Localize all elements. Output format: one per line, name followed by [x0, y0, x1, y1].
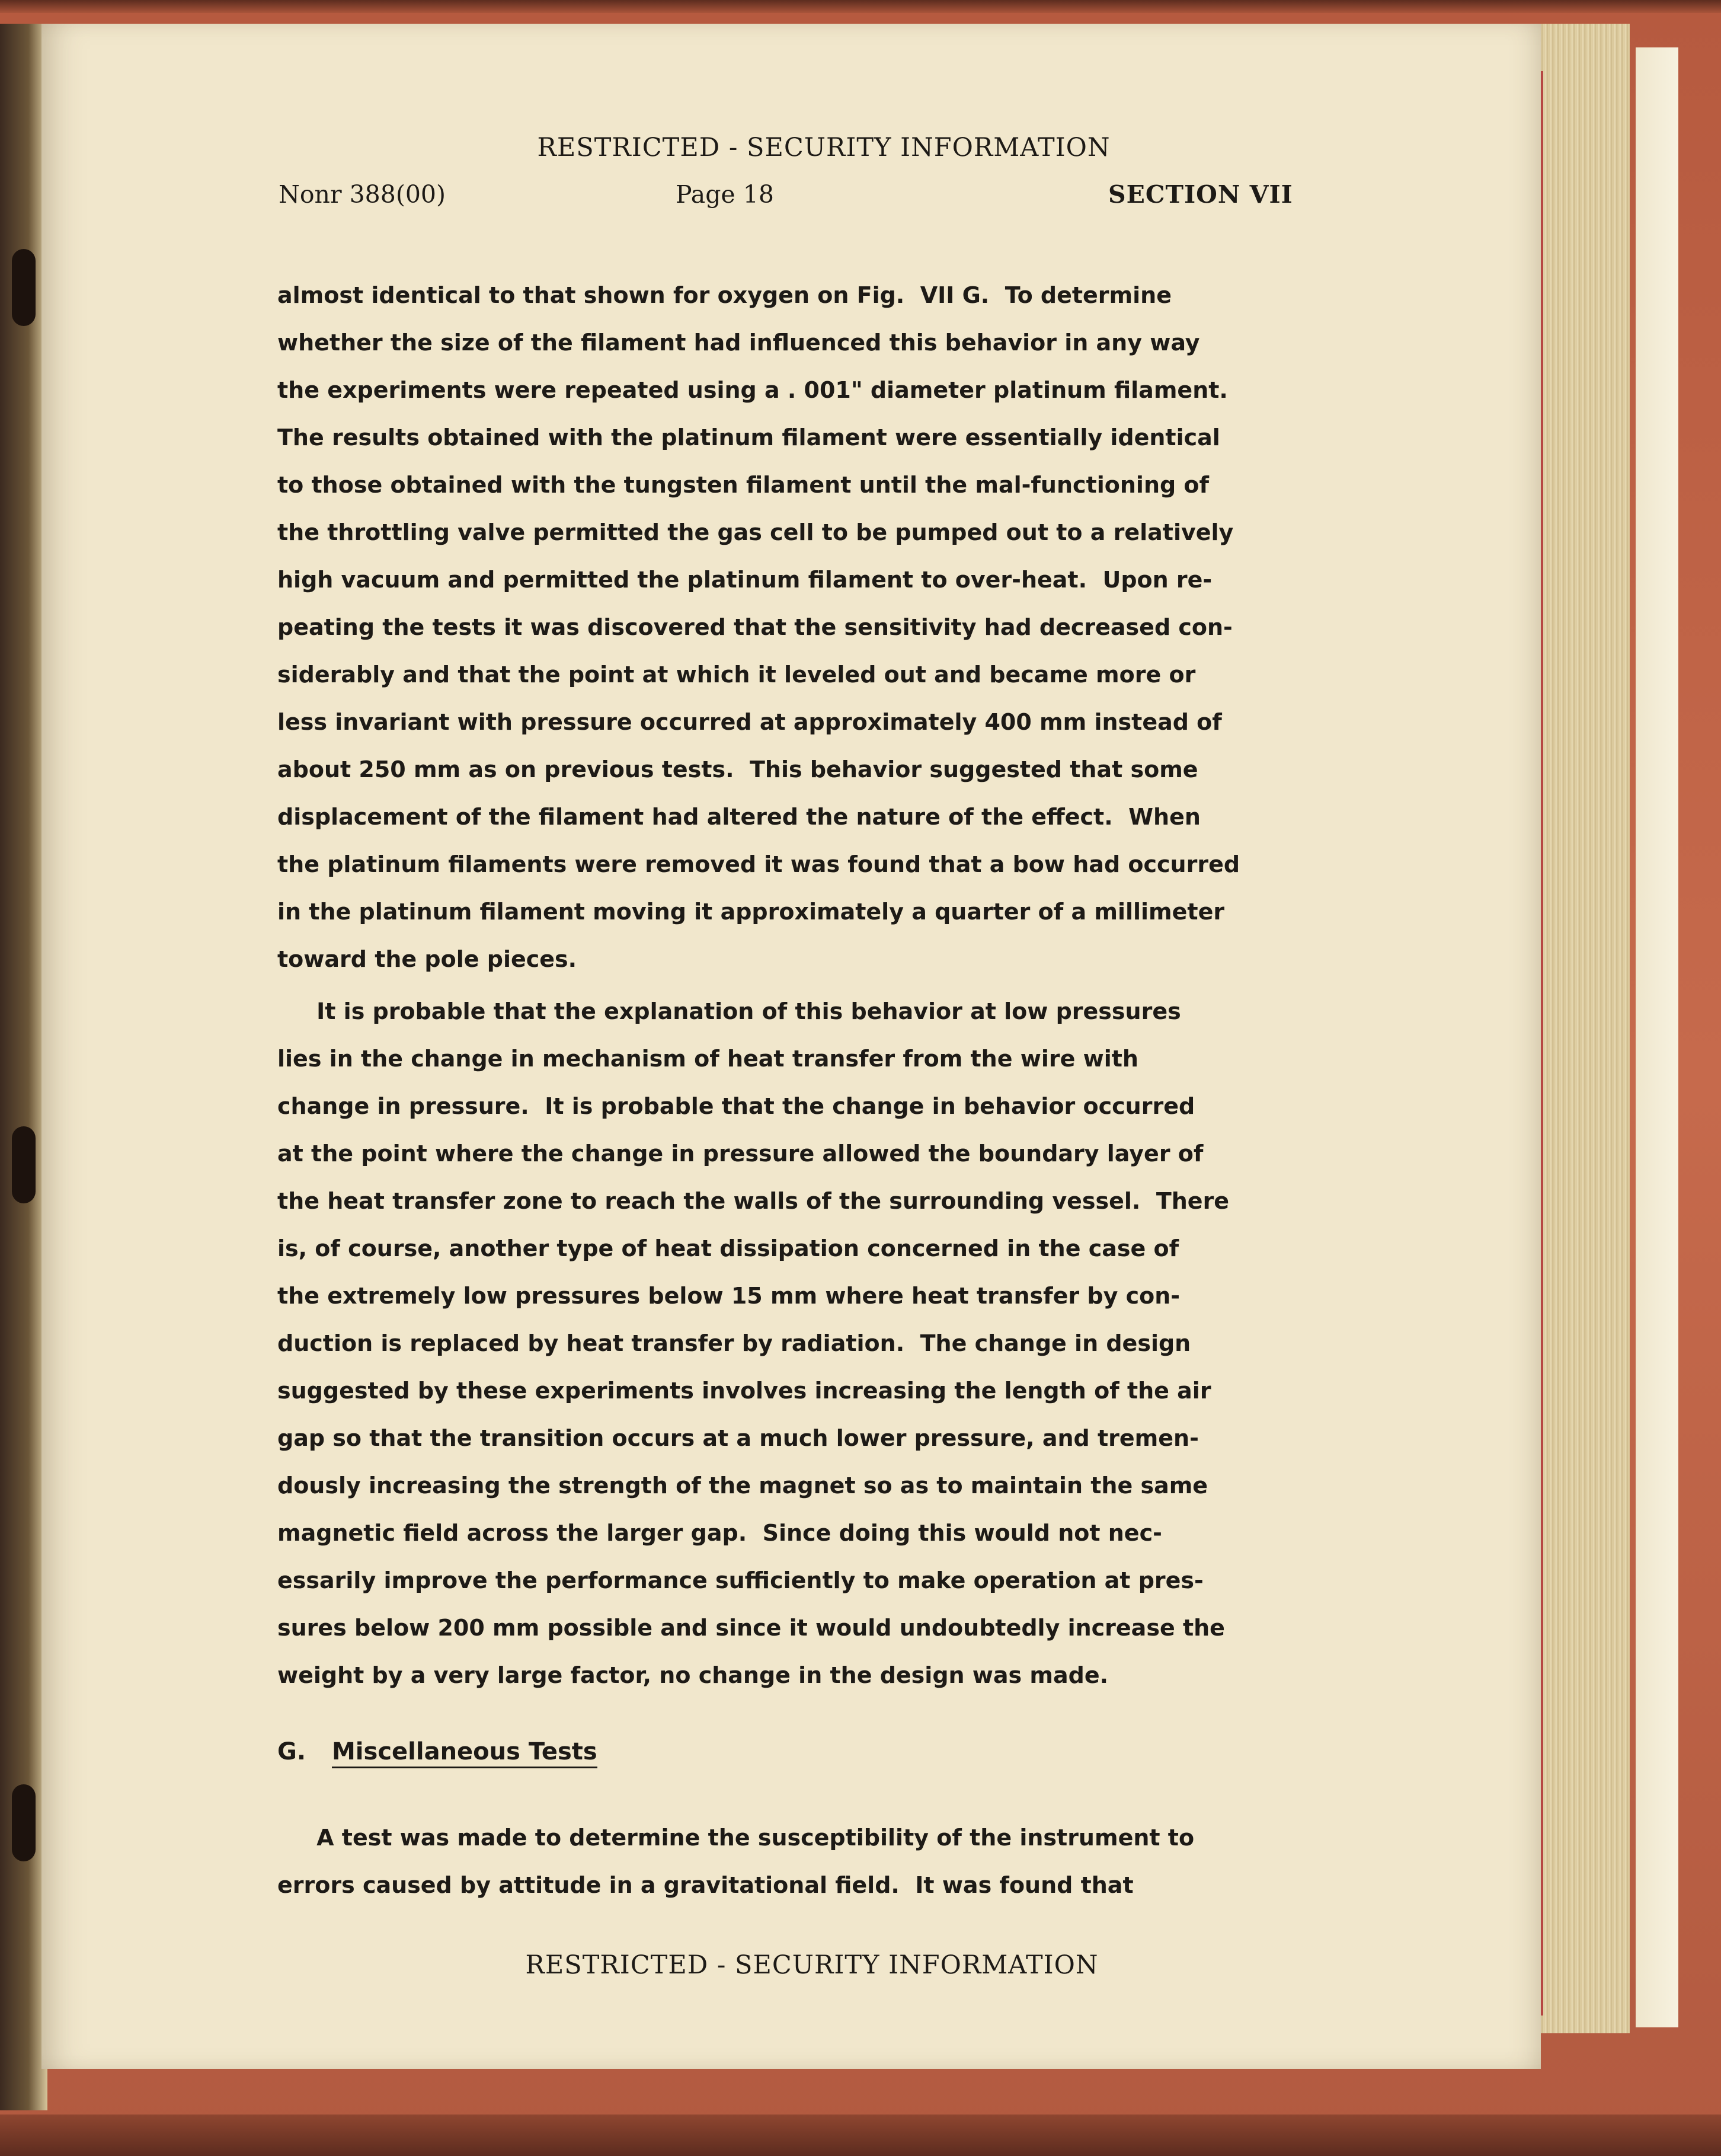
text-line: gap so that the transition occurs at a much lower pressure, and tremen-	[277, 1425, 1199, 1451]
text-line: peating the tests it was discovered that the sensitivity had decreased con-	[277, 614, 1233, 640]
text-line: weight by a very large factor, no change in the design was made.	[277, 1662, 1109, 1688]
text-line: toward the pole pieces.	[277, 946, 577, 972]
section-heading-title: Miscellaneous Tests	[332, 1738, 597, 1768]
contract-number: Nonr 388(00)	[279, 180, 446, 209]
security-footer: RESTRICTED - SECURITY INFORMATION	[525, 1950, 1099, 1980]
text-line: dously increasing the strength of the magnet so as to maintain the same	[277, 1473, 1208, 1499]
text-line: A test was made to determine the susceptibility of the instrument to	[277, 1825, 1195, 1851]
binding-ring-1	[12, 249, 36, 326]
text-line: less invariant with pressure occurred at approximately 400 mm instead of	[277, 709, 1222, 735]
text-line: about 250 mm as on previous tests. This behavior suggested that some	[277, 756, 1198, 782]
text-line: sures below 200 mm possible and since it would undoubtedly increase the	[277, 1615, 1225, 1641]
text-line: essarily improve the performance sufficiently to make operation at pres-	[277, 1567, 1204, 1593]
text-line: duction is replaced by heat transfer by radiation. The change in design	[277, 1330, 1191, 1356]
text-line: almost identical to that shown for oxygen on Fig. VII G. To determine	[277, 282, 1172, 308]
text-line: suggested by these experiments involves increasing the length of the air	[277, 1378, 1211, 1404]
text-line: the extremely low pressures below 15 mm where heat transfer by con-	[277, 1283, 1181, 1309]
binding-ring-3	[12, 1784, 36, 1861]
page-number: Page 18	[676, 180, 774, 209]
text-line: displacement of the filament had altered the nature of the effect. When	[277, 804, 1201, 830]
text-line: lies in the change in mechanism of heat transfer from the wire with	[277, 1046, 1138, 1072]
text-line: to those obtained with the tungsten filament until the mal-functioning of	[277, 472, 1210, 498]
endpaper	[1636, 47, 1678, 2027]
text-line: the heat transfer zone to reach the walls of the surrounding vessel. There	[277, 1188, 1230, 1214]
section-heading-letter: G.	[277, 1738, 306, 1765]
text-line: the platinum filaments were removed it was found that a bow had occurred	[277, 851, 1240, 877]
text-line: errors caused by attitude in a gravitational field. It was found that	[277, 1872, 1134, 1898]
section-heading	[277, 1738, 597, 1765]
cover-top-edge	[0, 0, 1721, 13]
binding-ring-2	[12, 1126, 36, 1203]
text-line: at the point where the change in pressure allowed the boundary layer of	[277, 1141, 1204, 1167]
text-line: in the platinum filament moving it approximately a quarter of a millimeter	[277, 899, 1225, 925]
text-line: It is probable that the explanation of this behavior at low pressures	[277, 998, 1181, 1024]
paragraph-2	[277, 988, 1344, 1699]
text-line: high vacuum and permitted the platinum filament to over-heat. Upon re-	[277, 567, 1213, 593]
text-line: magnetic field across the larger gap. Since doing this would not nec-	[277, 1520, 1162, 1546]
security-header: RESTRICTED - SECURITY INFORMATION	[537, 133, 1111, 162]
section-label: SECTION VII	[1108, 180, 1293, 209]
text-line: the experiments were repeated using a . 001" diameter platinum filament.	[277, 377, 1228, 403]
text-line: change in pressure. It is probable that the change in behavior occurred	[277, 1093, 1195, 1119]
paragraph-1	[277, 272, 1344, 983]
text-line: is, of course, another type of heat dissipation concerned in the case of	[277, 1235, 1179, 1261]
cover-bottom-edge	[0, 2115, 1721, 2156]
text-line: siderably and that the point at which it leveled out and became more or	[277, 662, 1196, 688]
text-line: The results obtained with the platinum filament were essentially identical	[277, 424, 1220, 451]
text-line: the throttling valve permitted the gas cell to be pumped out to a relatively	[277, 519, 1234, 545]
text-line: whether the size of the filament had influenced this behavior in any way	[277, 330, 1200, 356]
paragraph-3	[277, 1814, 1344, 1909]
